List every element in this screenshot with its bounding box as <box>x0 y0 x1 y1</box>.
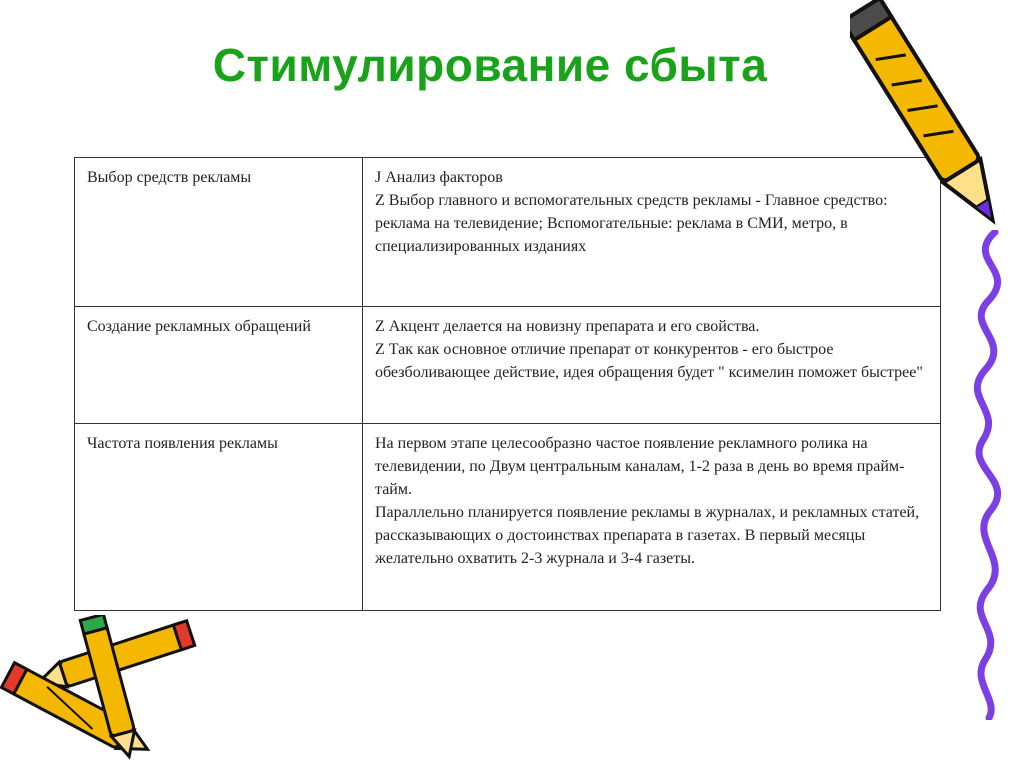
row-content-line: Z Акцент делается на новизну препарата и его свойства. <box>375 318 760 335</box>
table-row <box>75 424 941 611</box>
row-content-line: Z Выбор главного и вспомогательных средств рекламы - Главное средство: реклама на телевидение; Вспомогательные: реклама в СМИ, метро, в специализированных изданиях <box>375 192 888 255</box>
row-content <box>363 424 941 611</box>
row-content-line: Z Так как основное отличие препарат от конкурентов - его быстрое обезболивающее действие, идея обращения будет " ксимелин поможет быстрее" <box>375 341 923 381</box>
pencil-icon <box>850 0 1010 245</box>
content-table <box>74 157 941 611</box>
row-content-line: J Анализ факторов <box>375 169 503 186</box>
row-content-line: На первом этапе целесообразно частое появление рекламного ролика на телевидении, по Двум центральным каналам, 1-2 раза в день во время прайм-тайм. <box>375 435 905 498</box>
squiggle-line-icon <box>955 230 1024 720</box>
row-label: Частота появления рекламы <box>75 424 363 611</box>
row-content-line: Параллельно планируется появление рекламы в журналах, и рекламных статей, рассказывающих о достоинствах препарата в газетах. В первый месяцы желательно охватить 2-3 журнала и 3-4 газеты. <box>375 504 920 567</box>
row-label: Создание рекламных обращений <box>75 307 363 424</box>
row-content <box>363 307 941 424</box>
slide-title: Стимулирование сбыта <box>212 39 768 91</box>
crossed-pencils-icon <box>0 615 210 765</box>
table-row <box>75 307 941 424</box>
table-row <box>75 158 941 307</box>
row-label: Выбор средств рекламы <box>75 158 363 307</box>
